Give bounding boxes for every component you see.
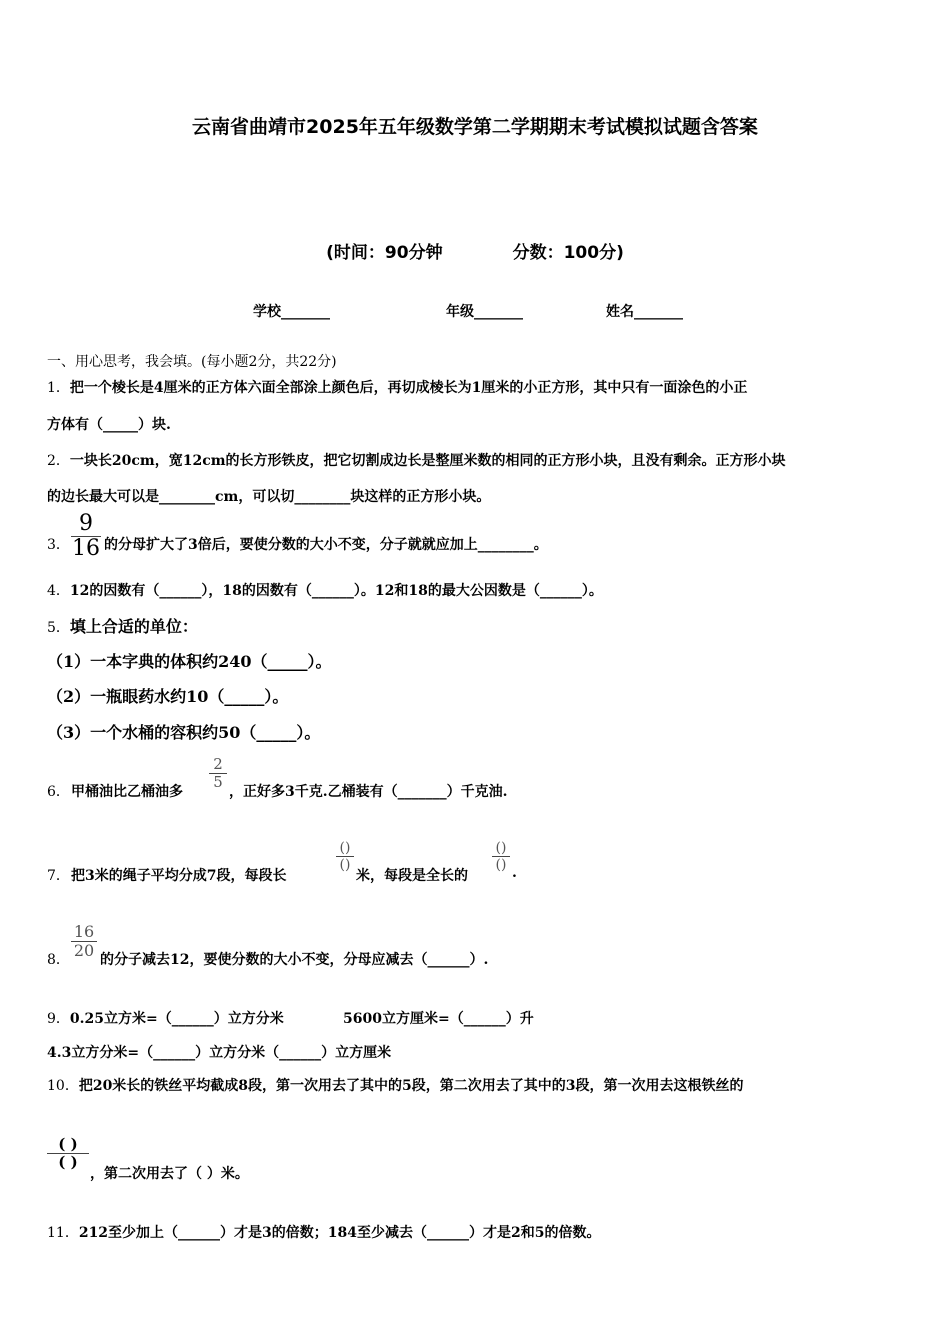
question-10-number: 10． bbox=[47, 1078, 79, 1094]
question-1-number: 1． bbox=[47, 380, 70, 396]
question-4 bbox=[47, 580, 603, 600]
question-1-line2: 方体有（_____）块. bbox=[47, 417, 171, 433]
fraction-numerator: () bbox=[339, 840, 351, 856]
fraction-numerator: 2 bbox=[213, 755, 223, 773]
question-5-item: （1）一本字典的体积约240（_____）。 bbox=[47, 652, 332, 671]
question-7-post: . bbox=[512, 865, 517, 881]
question-6-post: ，正好多3千克.乙桶装有（_______）千克油. bbox=[229, 784, 508, 800]
question-5-item: （2）一瓶眼药水约10（_____）。 bbox=[47, 687, 289, 706]
fraction-denominator: () bbox=[339, 857, 351, 873]
grade-field: 年级_______ bbox=[446, 304, 523, 320]
question-11-number: 11． bbox=[47, 1225, 79, 1241]
question-1-text1: 把一个棱长是4厘米的正方体六面全部涂上颜色后，再切成棱长为1厘米的小正方形，其中只有一面涂色的小正 bbox=[69, 380, 748, 396]
question-5-head bbox=[47, 614, 198, 637]
question-5-item: （3）一个水桶的容积约50（_____）。 bbox=[47, 723, 321, 742]
fraction-denominator: ( ) bbox=[58, 1153, 78, 1171]
fraction-denominator: 5 bbox=[213, 773, 223, 791]
fraction-denominator: () bbox=[495, 857, 507, 873]
question-7-fraction-1 bbox=[336, 841, 354, 872]
exam-time: (时间：90分钟 bbox=[326, 243, 443, 263]
question-3-number: 3． bbox=[47, 537, 70, 553]
exam-score: 分数：100分) bbox=[512, 243, 624, 263]
question-6-fraction bbox=[209, 757, 227, 790]
question-8-number: 8． bbox=[47, 952, 70, 968]
fraction-denominator: 20 bbox=[73, 941, 95, 960]
question-2-line2: 的边长最大可以是________cm，可以切________块这样的正方形小块。 bbox=[47, 489, 491, 505]
fraction-numerator: ( ) bbox=[58, 1135, 78, 1153]
exam-meta bbox=[0, 238, 950, 263]
question-3-text: 的分母扩大了3倍后，要使分数的大小不变，分子就就应加上________。 bbox=[104, 537, 548, 553]
question-4-text: 12的因数有（______），18的因数有（______）。12和18的最大公因数是（______）。 bbox=[69, 583, 603, 599]
page-title: 云南省曲靖市2025年五年级数学第二学期期末考试模拟试题含答案 bbox=[192, 116, 758, 138]
question-10-post: ，第二次用去了（ ）米。 bbox=[90, 1166, 249, 1182]
question-10-fraction bbox=[47, 1137, 89, 1170]
question-5-heading: 填上合适的单位： bbox=[69, 617, 198, 636]
question-5-number: 5． bbox=[47, 620, 70, 636]
question-7-number: 7． bbox=[47, 868, 70, 884]
question-1-line1 bbox=[47, 377, 747, 397]
question-9-line1b: 5600立方厘米=（______）升 bbox=[343, 1011, 534, 1027]
question-9-number: 9． bbox=[47, 1011, 70, 1027]
question-6-pre: 甲桶油比乙桶油多 bbox=[71, 784, 183, 800]
question-10-text1: 把20米长的铁丝平均截成8段，第一次用去了其中的5段，第二次用去了其中的3段，第一次用去这根铁丝的 bbox=[78, 1078, 744, 1094]
school-field: 学校_______ bbox=[253, 304, 330, 320]
question-8-text: 的分子减去12，要使分数的大小不变，分母应减去（______）. bbox=[100, 952, 489, 968]
question-9-line2: 4.3立方分米=（______）立方分米（______）立方厘米 bbox=[47, 1045, 392, 1061]
question-2-line1 bbox=[47, 450, 786, 470]
question-11 bbox=[47, 1222, 601, 1242]
fraction-denominator: 16 bbox=[72, 536, 100, 561]
fraction-numerator: 16 bbox=[73, 922, 95, 941]
question-2-number: 2． bbox=[47, 453, 70, 469]
question-8-fraction bbox=[71, 924, 97, 959]
question-6-number: 6． bbox=[47, 784, 70, 800]
question-11-text: 212至少加上（______）才是3的倍数；184至少减去（______）才是2和5的倍数。 bbox=[78, 1225, 601, 1241]
question-10-line1 bbox=[47, 1075, 744, 1095]
question-7-pre: 把3米的绳子平均分成7段，每段长 bbox=[71, 868, 287, 884]
section-heading: 一、用心思考，我会填。(每小题2分，共22分) bbox=[47, 354, 337, 370]
fraction-numerator: 9 bbox=[79, 511, 93, 536]
question-7-mid: 米，每段是全长的 bbox=[356, 868, 468, 884]
question-9-text1: 0.25立方米=（______）立方分米 bbox=[69, 1011, 284, 1027]
question-7-fraction-2 bbox=[492, 841, 510, 872]
question-3-fraction bbox=[71, 513, 101, 560]
question-2-text1: 一块长20cm，宽12cm的长方形铁皮，把它切割成边长是整厘米数的相同的正方形小块，且没有剩余。正方形小块 bbox=[69, 453, 786, 469]
question-9-line1a bbox=[47, 1008, 284, 1028]
fraction-numerator: () bbox=[495, 840, 507, 856]
question-4-number: 4． bbox=[47, 583, 70, 599]
name-field: 姓名_______ bbox=[606, 304, 683, 320]
